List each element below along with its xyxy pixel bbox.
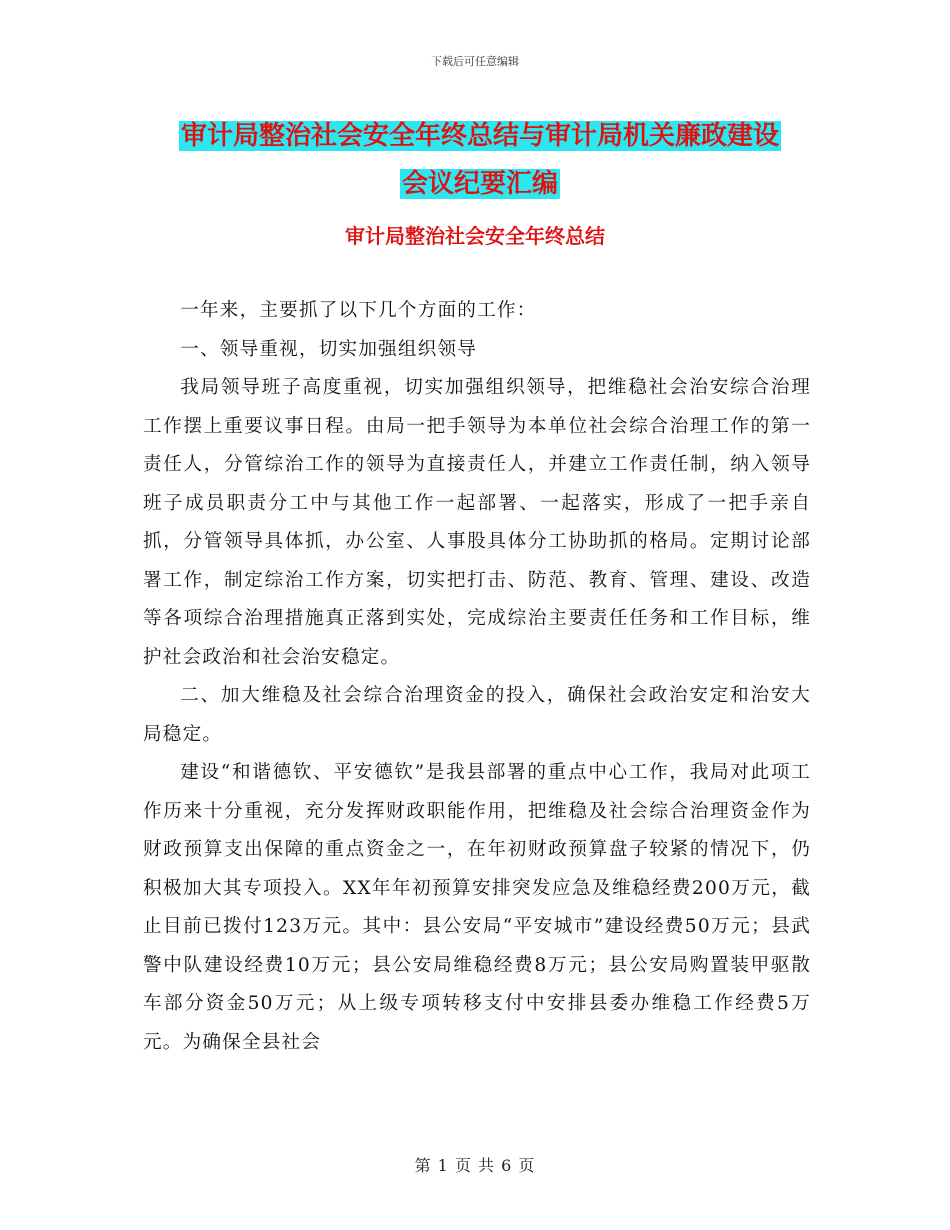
document-title-line-2: 会议纪要汇编 bbox=[401, 169, 558, 199]
document-title-line-1: 审计局整治社会安全年终总结与审计局机关廉政建设 bbox=[180, 121, 779, 151]
paragraph-heading-1: 一、领导重视，切实加强组织领导 bbox=[180, 338, 478, 360]
document-body bbox=[143, 292, 811, 1062]
page-number: 第 1 页 共 6 页 bbox=[414, 1156, 536, 1175]
paragraph-body-1: 我局领导班子高度重视，切实加强组织领导，把维稳社会治安综合治理工作摆上重要议事日程。由局一把手领导为本单位社会综合治理工作的第一责任人，分管综治工作的领导为直接责任人，并建立工作责任制，纳入领导班子成员职责分工中与其他工作一起部署、一起落实，形成了一把手亲自抓，分管领导具体抓，办公室、人事股具体分工协助抓的格局。定期讨论部署工作，制定综治工作方案，切实把打击、防范、教育、管理、建设、改造等各项综合治理措施真正落到实处，完成综治主要责任任务和工作目标，维护社会政治和社会治安稳定。 bbox=[143, 377, 811, 668]
section-title: 审计局整治社会安全年终总结 bbox=[345, 224, 605, 248]
document-title bbox=[140, 112, 820, 208]
header-note: 下载后可任意编辑 bbox=[431, 55, 519, 68]
paragraph-body-2: 建设“和谐德钦、平安德钦”是我县部署的重点中心工作，我局对此项工作历来十分重视，充分发挥财政职能作用，把维稳及社会综合治理资金作为财政预算支出保障的重点资金之一，在年初财政预算盘子较紧的情况下，仍积极加大其专项投入。XX年年初预算安排突发应急及维稳经费200万元，截止目前已拨付123万元。其中：县公安局“平安城市”建设经费50万元；县武警中队建设经费10万元；县公安局维稳经费8万元；县公安局购置装甲驱散车部分资金50万元；从上级专项转移支付中安排县委办维稳工作经费5万元。为确保全县社会 bbox=[143, 762, 811, 1053]
paragraph-intro: 一年来，主要抓了以下几个方面的工作： bbox=[180, 300, 537, 321]
paragraph-heading-2: 二、加大维稳及社会综合治理资金的投入，确保社会政治安定和治安大局稳定。 bbox=[143, 685, 811, 745]
